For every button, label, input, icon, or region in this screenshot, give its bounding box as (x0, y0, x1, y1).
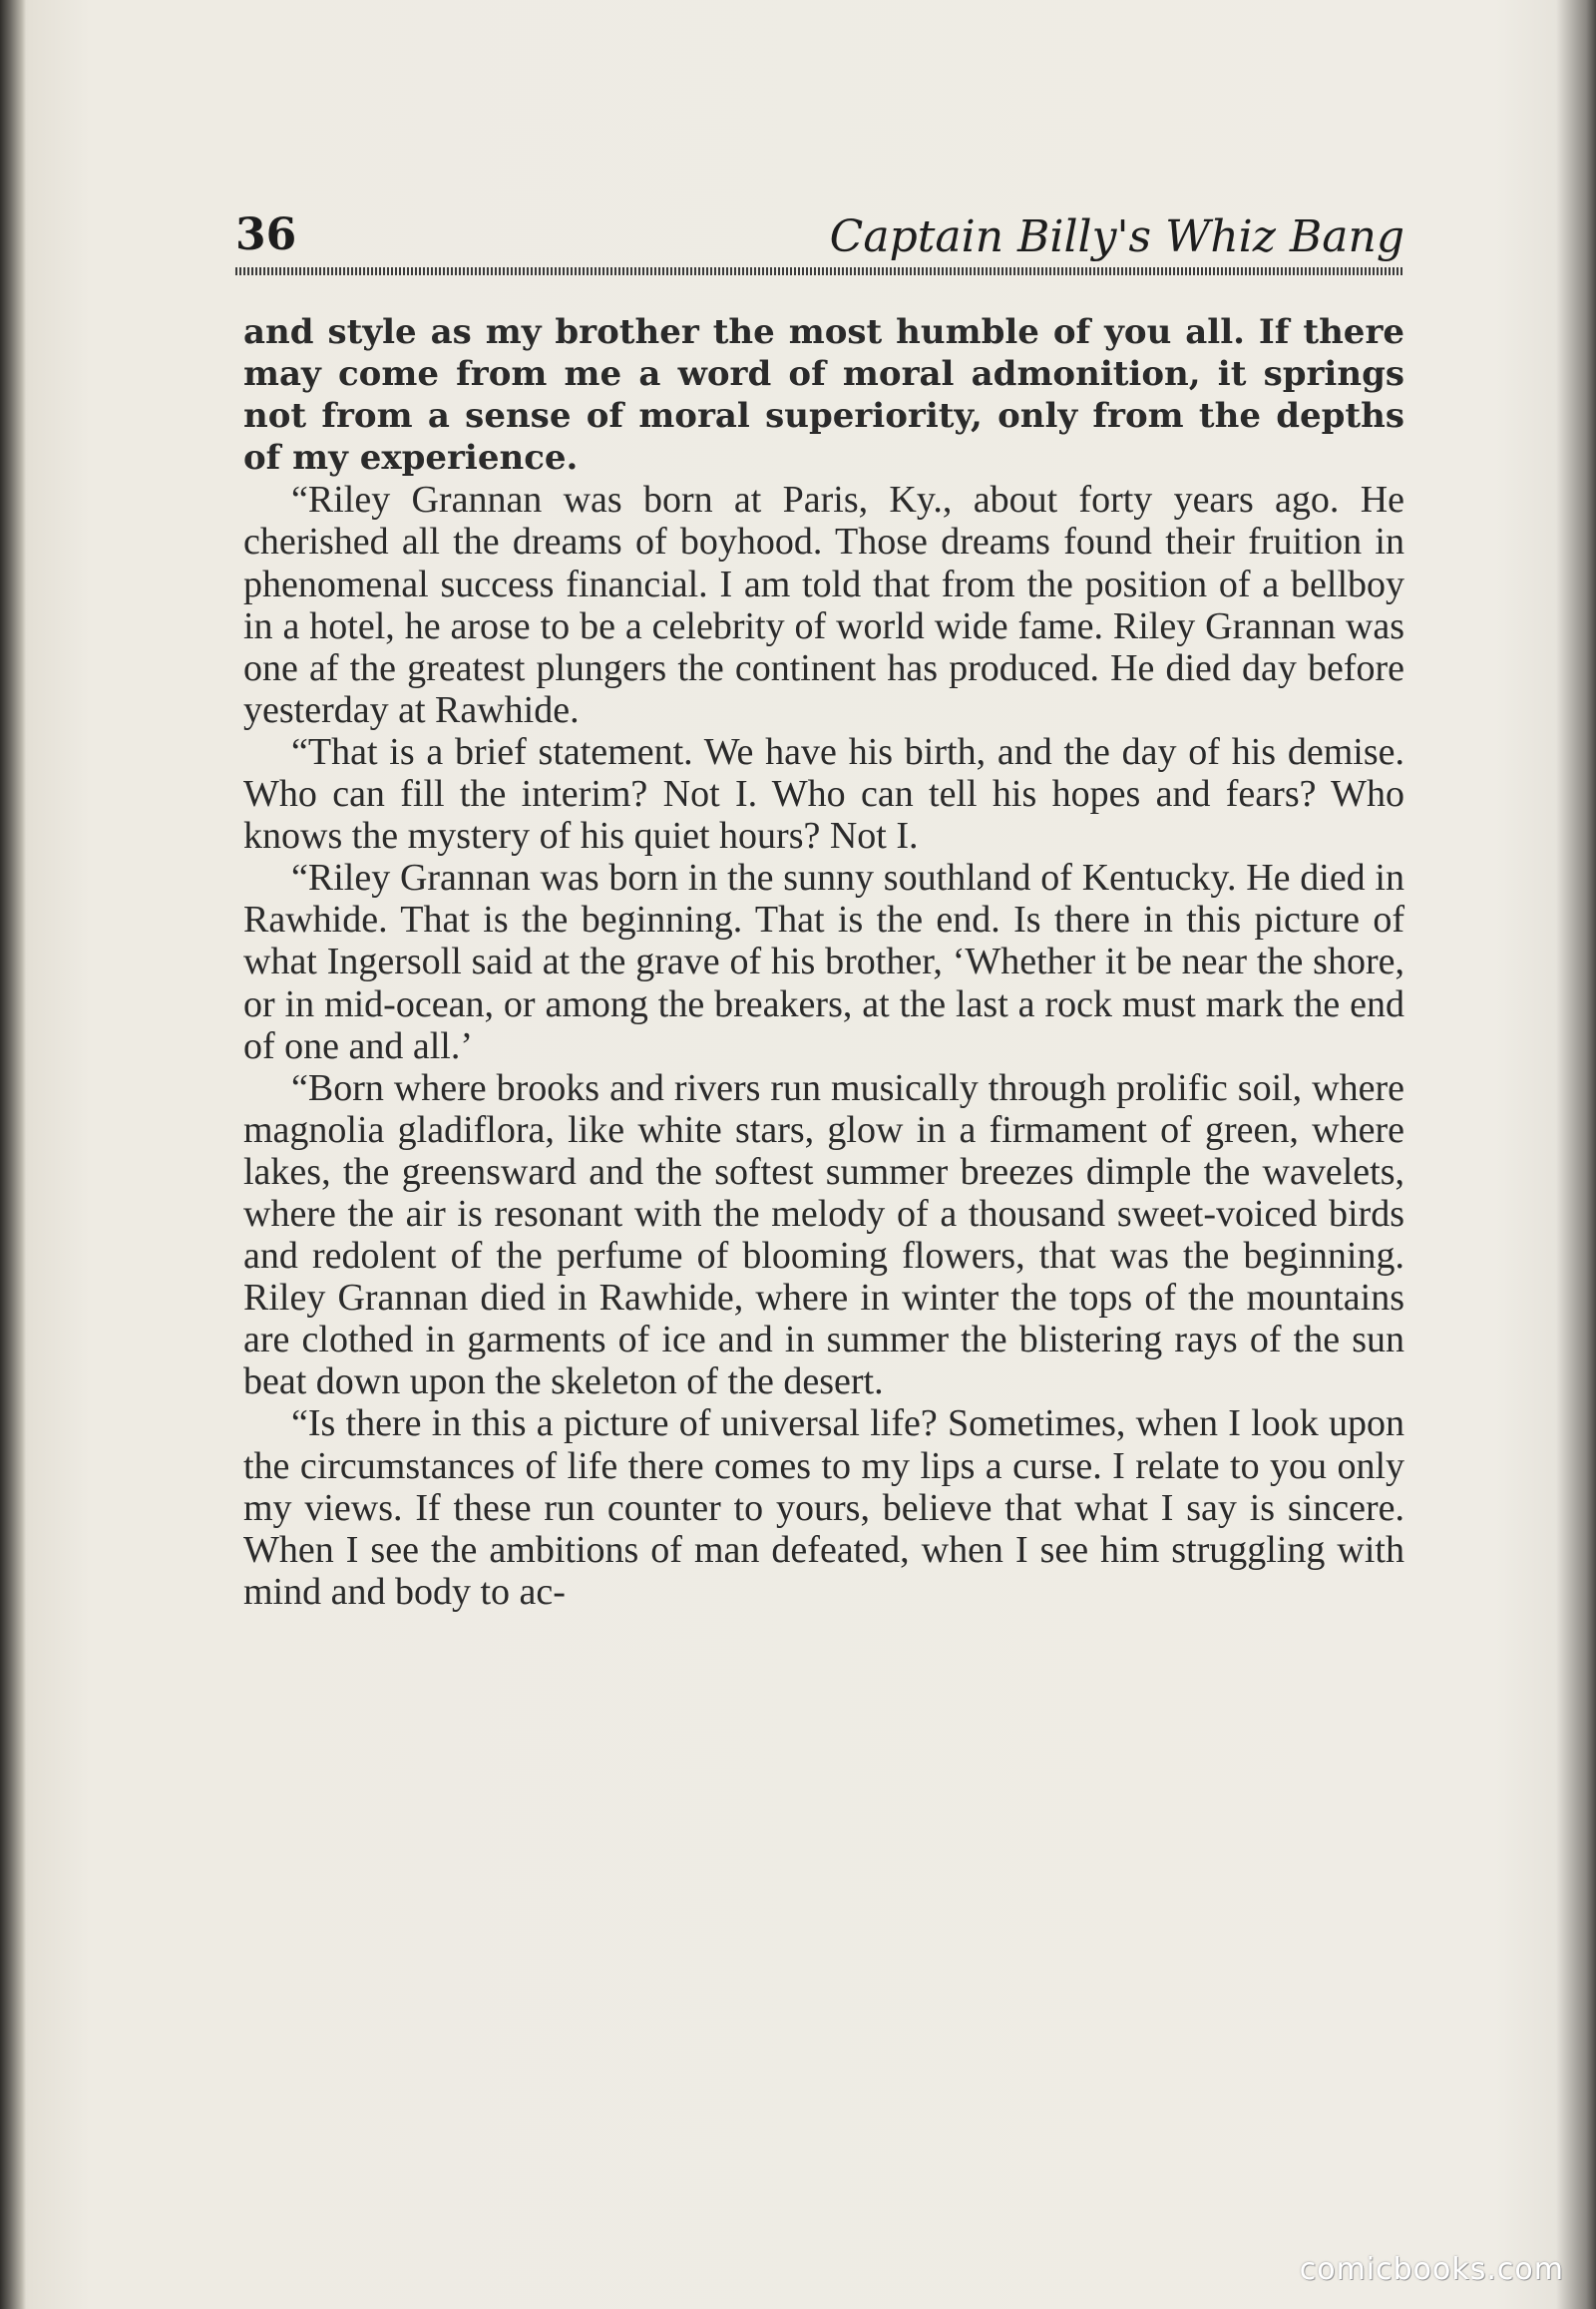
page-number: 36 (235, 209, 297, 260)
page-header (235, 209, 1404, 269)
header-rule (235, 267, 1404, 275)
paragraph-2: “Riley Grannan was born at Paris, Ky., about forty years ago. He cherished all the dreams of boyhood. Those dreams found their fruition in phenomenal success financial. I am told that from the position of a bellboy in a hotel, he arose to be a celebrity of world wide fame. Riley Grannan was one af the greatest plungers the continent has produced. He died day before yesterday at Rawhide. (243, 479, 1404, 731)
paragraph-4: “Riley Grannan was born in the sunny southland of Kentucky. He died in Rawhide. That is the beginning. That is the end. Is there in this picture of what Ingersoll said at the grave of his brother, ‘Whether it be near the shore, or in mid-ocean, or among the breakers, at the last a rock must mark the end of one and all.’ (243, 857, 1404, 1067)
running-title: Captain Billy's Whiz Bang (829, 211, 1404, 262)
paragraph-5: “Born where brooks and rivers run musically through prolific soil, where magnolia gladiflora, like white stars, glow in a firmament of green, where lakes, the greensward and the softest summer breezes dimple the wavelets, where the air is resonant with the melody of a thousand sweet-voiced birds and redolent of the perfume of blooming flowers, that was the beginning. Riley Grannan died in Rawhide, where in winter the tops of the mountains are clothed in garments of ice and in summer the blistering rays of the sun beat down upon the skeleton of the desert. (243, 1066, 1404, 1403)
page-spine-shadow (0, 0, 26, 2309)
paragraph-1: and style as my brother the most humble of you all. If there may come from me a word of moral admonition, it springs not from a sense of moral superiority, only from the depths of my experience. (243, 312, 1404, 479)
paragraph-6: “Is there in this a picture of universal life? Sometimes, when I look upon the circumstances of life there comes to my lips a curse. I relate to you only my views. If these run counter to yours, believe that what I say is sincere. When I see the ambitions of man defeated, when I see him struggling with mind and body to ac- (243, 1402, 1404, 1613)
body-text (243, 311, 1404, 1613)
watermark: comicbooks.com (1299, 2252, 1564, 2287)
paragraph-3: “That is a brief statement. We have his birth, and the day of his demise. Who can fill the interim? Not I. Who can tell his hopes and fears? Who knows the mystery of his quiet hours? Not I. (243, 730, 1404, 858)
